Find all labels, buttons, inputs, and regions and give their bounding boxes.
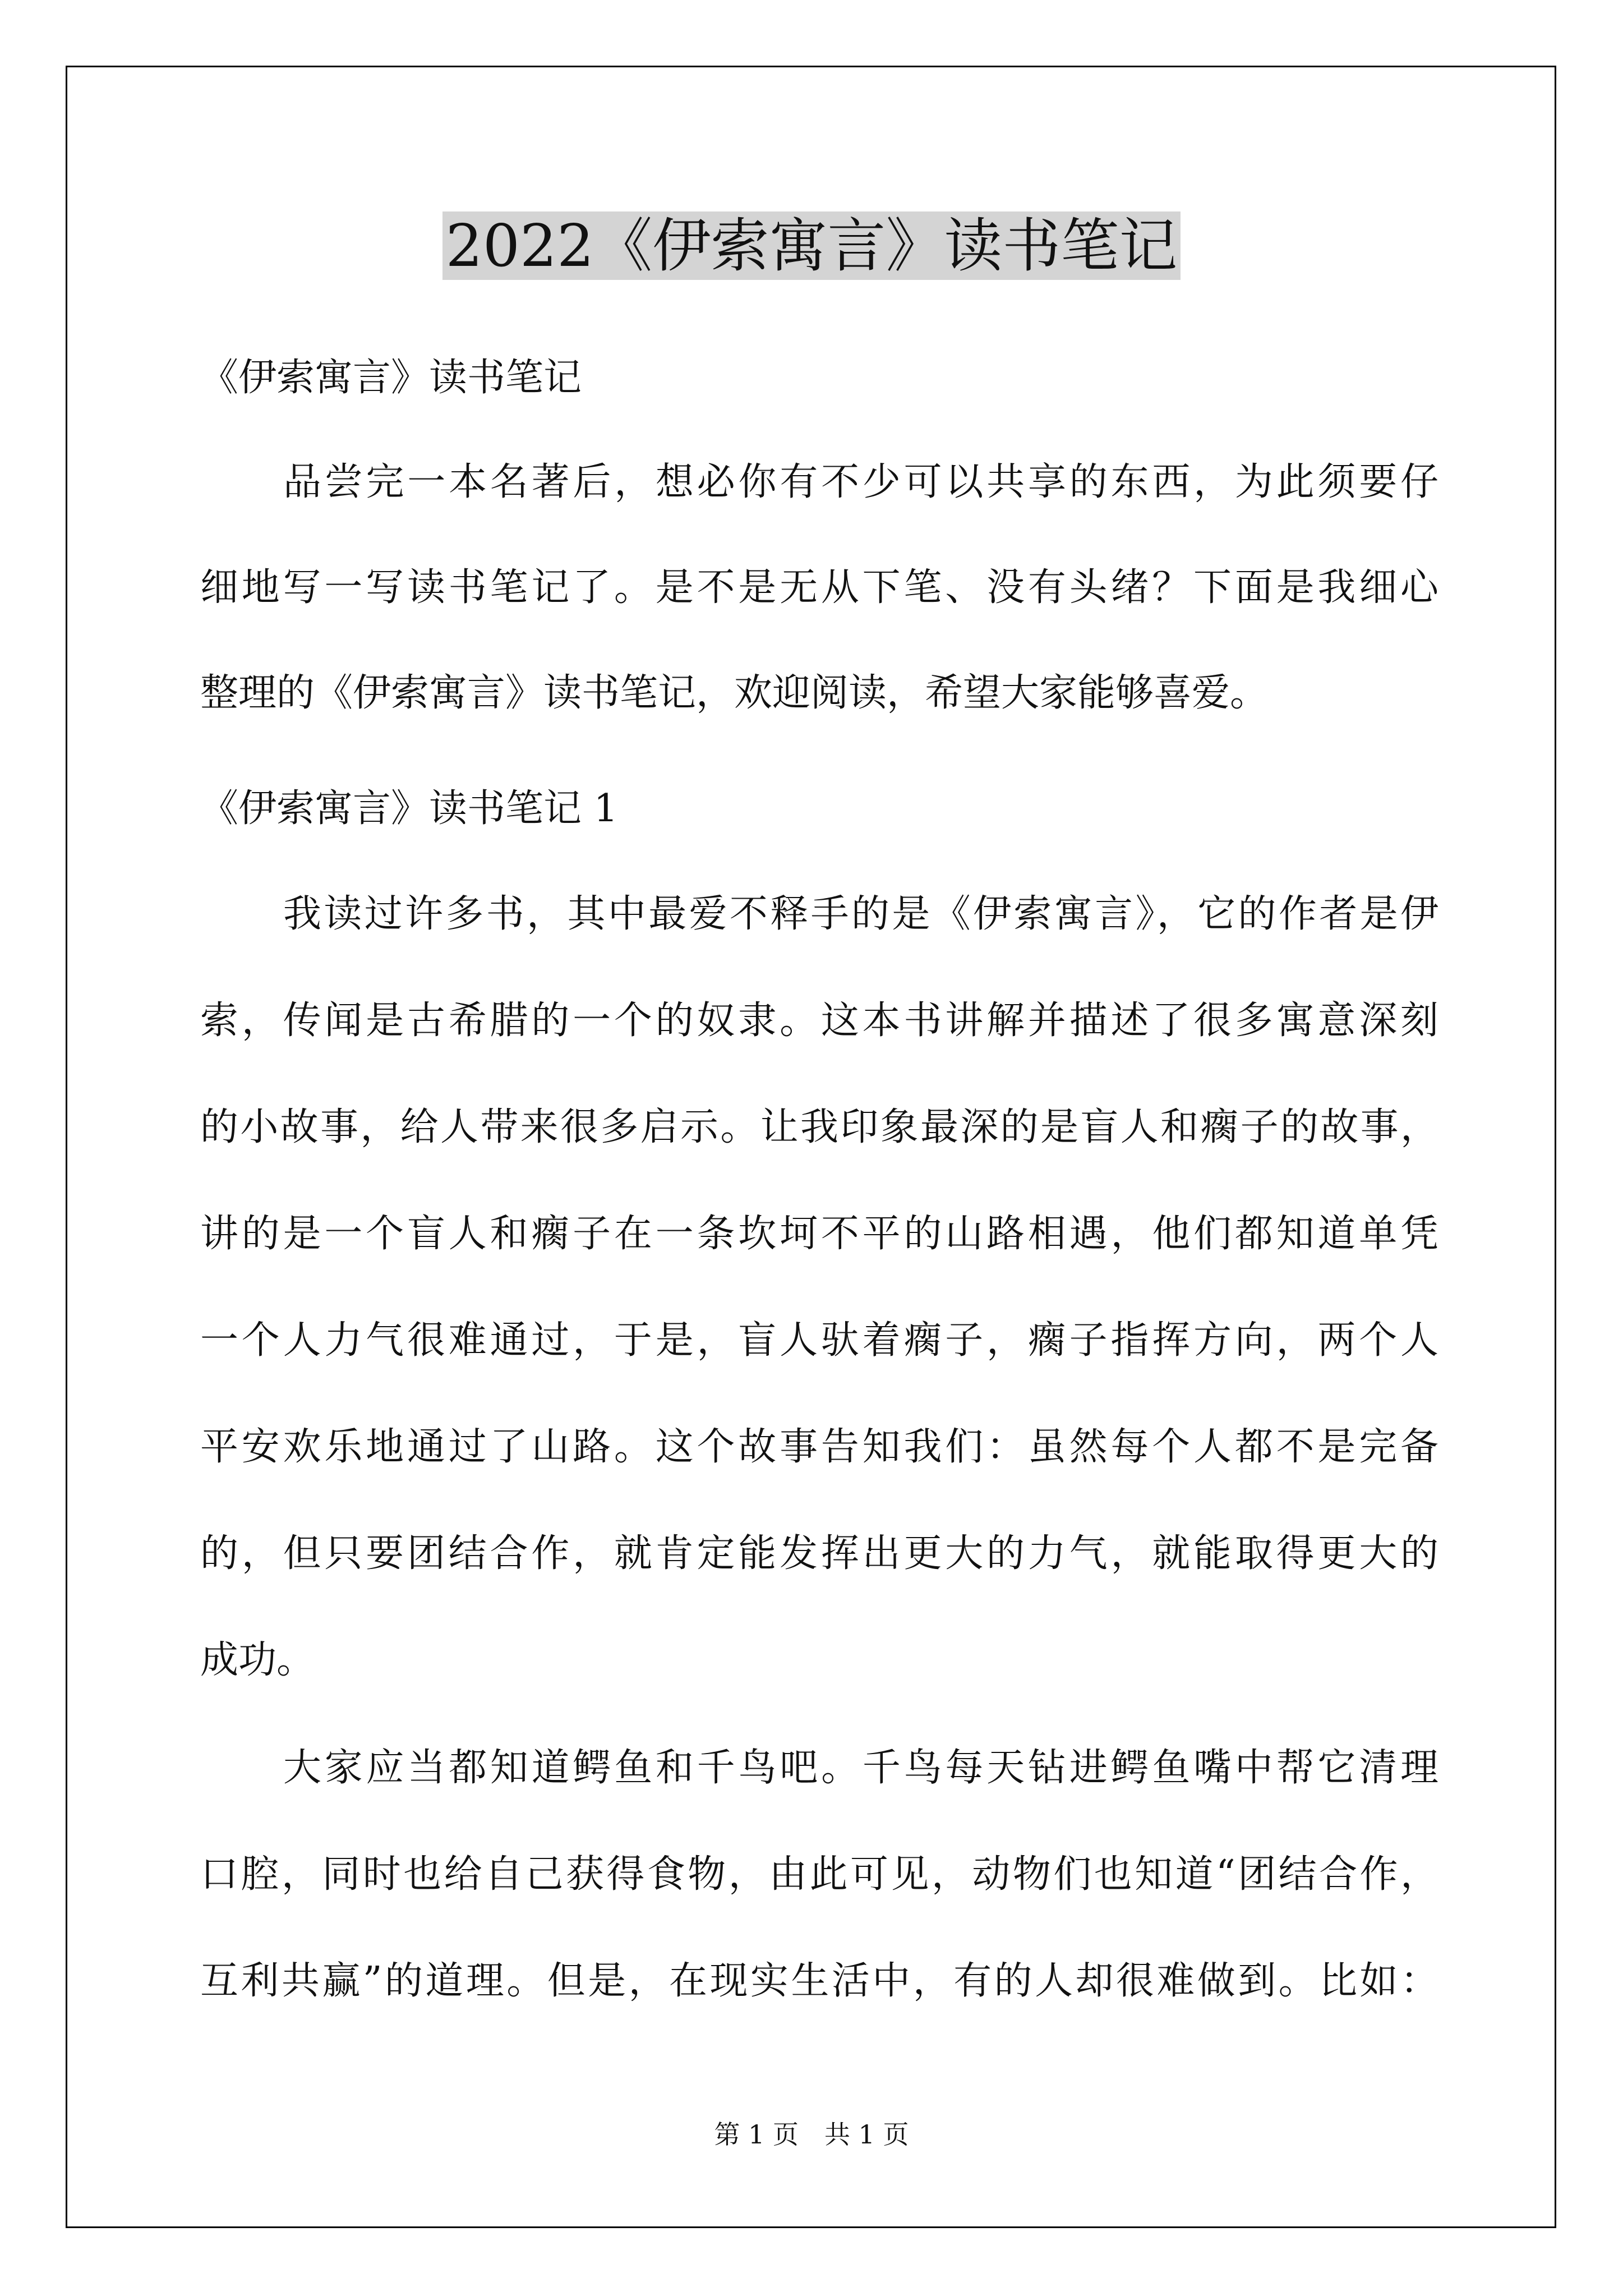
- paragraph-line: 讲的是一个盲人和瘸子在一条坎坷不平的山路相遇，他们都知道单凭: [200, 1212, 1438, 1256]
- paragraph-line: 的小故事，给人带来很多启示。让我印象最深的是盲人和瘸子的故事，: [200, 1105, 1438, 1149]
- subheading: 《伊索寓言》读书笔记: [200, 356, 582, 400]
- document-title-text: 2022《伊索寓言》读书笔记: [442, 211, 1181, 280]
- intro-line: 细地写一写读书笔记了。是不是无从下笔、没有头绪？下面是我细心: [200, 565, 1438, 610]
- paragraph-line: 我读过许多书，其中最爱不释手的是《伊索寓言》，它的作者是伊: [283, 892, 1438, 936]
- section1-heading: 《伊索寓言》读书笔记 1: [200, 786, 618, 831]
- paragraph-line: 大家应当都知道鳄鱼和千鸟吧。千鸟每天钻进鳄鱼嘴中帮它清理: [283, 1746, 1438, 1790]
- page-footer: 第 1 页 共 1 页: [714, 2119, 909, 2150]
- document-title: [0, 206, 1623, 285]
- paragraph-line: 互利共赢”的道理。但是，在现实生活中，有的人却很难做到。比如：: [200, 1959, 1438, 2003]
- paragraph-line: 成功。: [200, 1638, 315, 1682]
- subheading-block: [200, 350, 1438, 406]
- intro-paragraph: [200, 454, 1438, 721]
- paragraph-line: 口腔，同时也给自己获得食物，由此可见，动物们也知道“团结合作，: [200, 1852, 1438, 1897]
- paragraph-line: 的，但只要团结合作，就肯定能发挥出更大的力气，就能取得更大的: [200, 1531, 1438, 1576]
- intro-line: 整理的《伊索寓言》读书笔记，欢迎阅读，希望大家能够喜爱。: [200, 671, 1269, 715]
- paragraph-line: 平安欢乐地通过了山路。这个故事告知我们：虽然每个人都不是完备: [200, 1425, 1438, 1469]
- paragraph-1: [200, 886, 1438, 1688]
- section1-heading-block: [200, 781, 1438, 837]
- paragraph-2: [200, 1740, 1438, 2009]
- intro-line: 品尝完一本名著后，想必你有不少可以共享的东西，为此须要仔: [283, 460, 1438, 504]
- paragraph-line: 一个人力气很难通过，于是，盲人驮着瘸子，瘸子指挥方向，两个人: [200, 1318, 1438, 1363]
- paragraph-line: 索，传闻是古希腊的一个的奴隶。这本书讲解并描述了很多寓意深刻: [200, 999, 1438, 1043]
